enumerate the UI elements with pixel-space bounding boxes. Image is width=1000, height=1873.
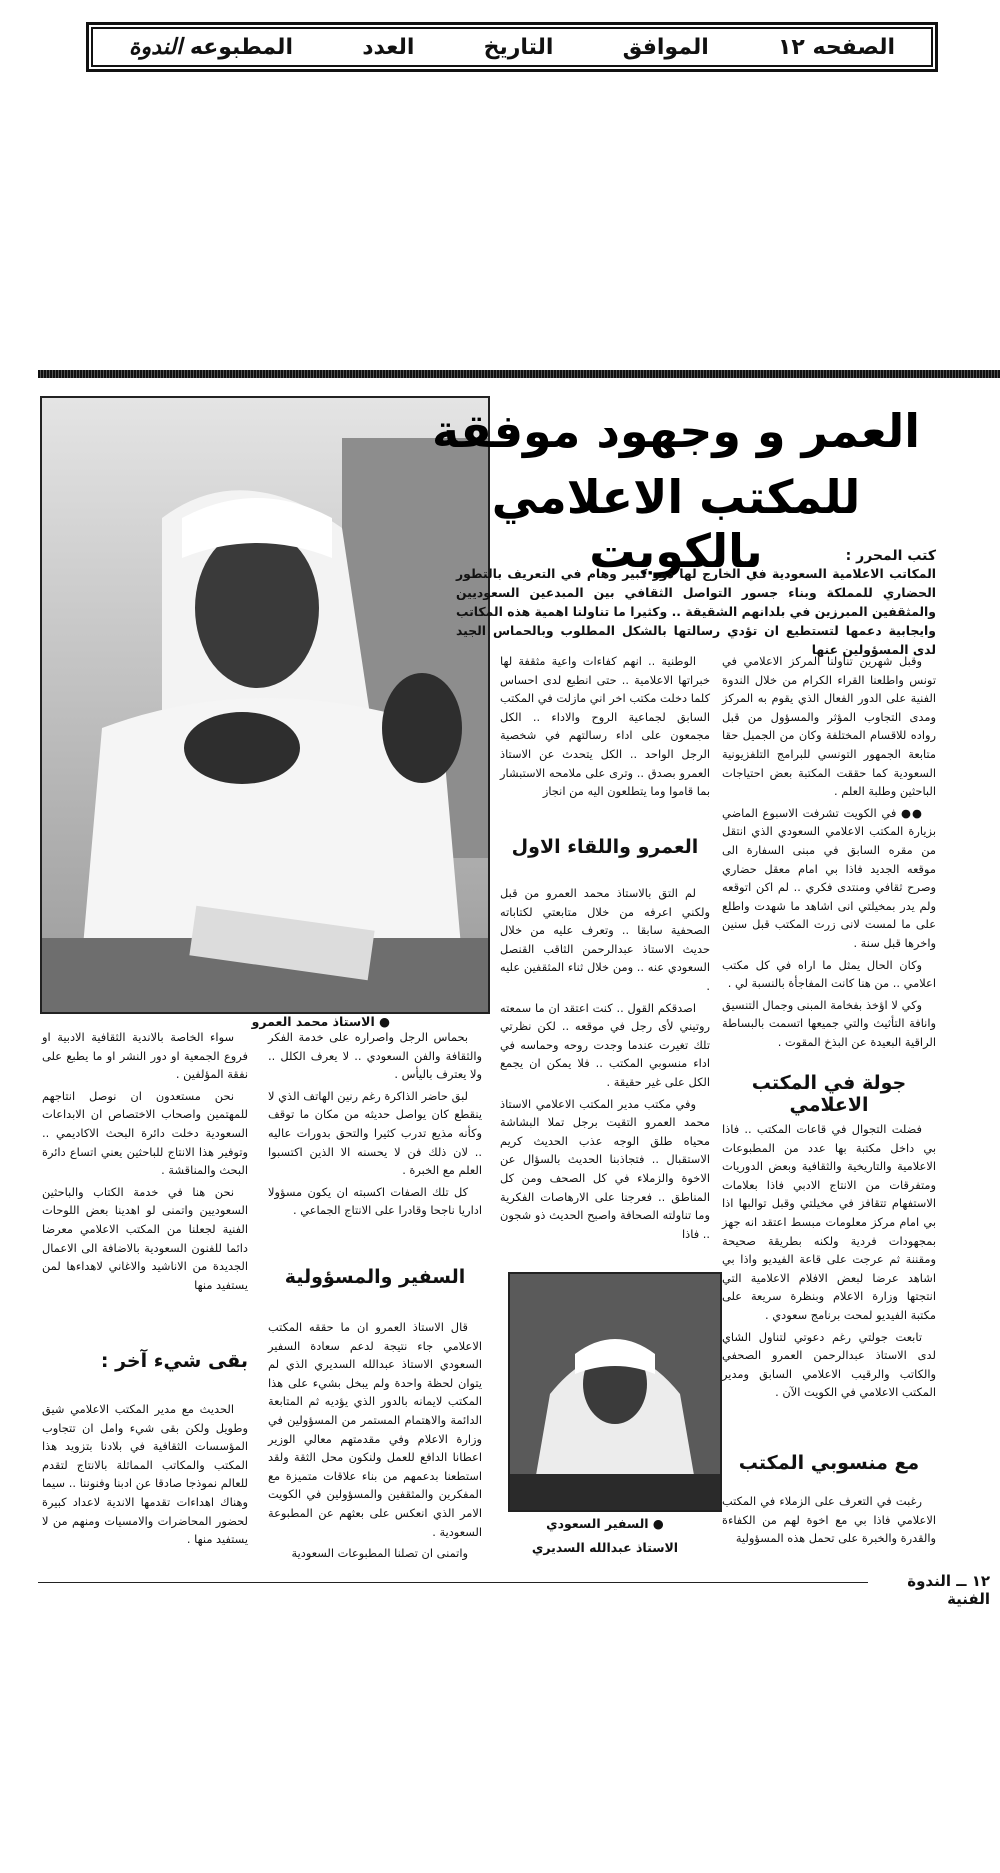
subhead-meeting: العمرو واللقاء الاول (511, 836, 699, 858)
column-c-paragraph: كل تلك الصفات اكسبته ان يكون مسؤولا اداريا ناجحا وقادرا على الانتاج الجماعي . (268, 1184, 482, 1218)
column-d-paragraph: نحن مستعدون ان نوصل انتاجهم للمهتمين واصحاب الاختصاص ان الابداعات السعودية دخلت دائرة البحث الاكاديمي .. وتوفير هذا الانتاج للباحثين يعني اتساع دائرة البحث والمناقشة . (42, 1088, 248, 1178)
article-byline: كتب المحرر : (845, 548, 936, 564)
article-title-line-1: العمر و وجهود موفقة (431, 404, 921, 458)
column-a-2 (722, 1120, 936, 1405)
masthead-publication-name: الندوة (129, 34, 183, 60)
column-a2-paragraph: تابعت جولتي رغم دعوتي لتناول الشاي لدى الاستاذ عبدالرحمن العمرو الصحفي والكاتب والرقيب الاعلامي السابق ومدير المكتب الاعلامي في الكويت الآن . (722, 1329, 936, 1400)
column-b (500, 652, 710, 804)
masthead-box (86, 22, 938, 72)
subhead-more: بقى شيء آخر : (100, 1350, 248, 1372)
footer-rule (38, 1582, 868, 1583)
column-b-paragraph: الوطنية .. انهم كفاءات واعية مثقفة لها خبراتها الاعلامية .. حتى انطبع لدى احساس كلما دخلت مكتب اخر اني مازلت في المكتب السابق لجماعية الروح والاداء .. الكل مجمعون على اداء رسالتهم في شخصية الرجل الواحد .. الكل يتحدث عن الاستاذ العمرو بصدق .. وترى على ملامحه الاستبشار بما قاموا وما يتطلعون اليه من انجاز (500, 654, 710, 799)
column-d-2 (42, 1400, 248, 1552)
masthead-date: التاريخ (483, 34, 554, 60)
subhead-ambassador: السفير والمسؤولية (284, 1266, 466, 1288)
main-photo-caption: ● الاستاذ محمد العمرو (251, 1014, 390, 1029)
column-a2-paragraph: فضلت التجوال في قاعات المكتب .. فاذا بي داخل مكتبة بها عدد من المطبوعات الاعلامية والتاريخية والثقافية وبعض الدوريات ومتفرقات من الانتاج الادبي فاذا بعلامات الاستفهام تتقافز في مخيلتي وقبل توالبها اذا بي امام مركز معلومات مبسط اعتقد انه جهز بمجهودات فردية ولكنه بطريقة صحيحة ومقننة ثم عرجت على قاعة الفيديو واذا بي اشاهد عرضا لبعض الافلام الاعلامية التي انتجتها وزارة الاعلام وبنظرة سريعة على مكتبة الفيديو لمحت برنامج سعودي . (722, 1122, 936, 1322)
footer-page-label: ١٢ ــ الندوة الفنية (907, 1572, 990, 1608)
subhead-tour: جولة في المكتب الاعلامي (751, 1072, 907, 1116)
masthead-page: الصفحه ١٢ (777, 34, 895, 60)
ambassador-photo (508, 1272, 722, 1512)
column-c2-paragraph: واتمنى ان تصلنا المطبوعات السعودية (291, 1546, 468, 1561)
column-a3-paragraph: رغبت في التعرف على الزملاء في المكتب الاعلامي فاذا بي مع اخوة لهم من الكفاءة والقدرة والخبرة على تحمل هذه المسؤولية (722, 1494, 936, 1546)
column-d2-paragraph: الحديث مع مدير المكتب الاعلامي شيق وطويل ولكن بقى شيء وامل ان تتجاوب المؤسسات الثقافية في بلادنا بتزويد هذا المكتب والمكاتب المماثلة بالانتاج لتقدم للعالم نموذجا صادقا عن ادبنا وفنوننا .. سيما وهناك اهداءات تقدمها الاندية لاعداد كبيرة لحضور المحاضرات والامسيات ومنهم من لا يستفيد منها . (42, 1402, 248, 1547)
column-d-paragraph: سواء الخاصة بالاندية الثقافية الادبية او فروع الجمعية او دور النشر او ما يطبع على نفقة المؤلفين . (42, 1030, 248, 1082)
masthead-publication (129, 34, 293, 60)
column-b2-paragraph: اصدقكم القول .. كنت اعتقد ان ما سمعته روتيني لأى رجل في موقعه .. لكن نظرتي تلك تغيرت عندما وجدت روحه وحماسه في اداء منسوبي المكتب .. فلا يمكن ان يجمع الكل على غير حقيقة . (500, 1000, 710, 1089)
masthead-corresponding: الموافق (622, 34, 709, 60)
masthead-issue: العدد (362, 34, 415, 60)
column-a-paragraph: وقبل شهرين تناولنا المركز الاعلامي في تونس واطلعنا القراء الكرام من خلال الندوة الفنية على الدور الفعال الذي يقوم به المركز ومدى التجاوب المؤثر والمسؤول من قبل رواده للاقسام المختلفة وكان من الجميل حقا متابعة الجمهور التونسي للبرامج التلفزيونية السعودية كما حققت المكتبة بعض احتياجات الباحثين وطلبة العلم . (722, 654, 936, 799)
column-a-3 (722, 1492, 936, 1551)
column-c (268, 1028, 482, 1223)
column-c2-paragraph: قال الاستاذ العمرو ان ما حققه المكتب الاعلامي جاء نتيجة لدعم سعادة السفير السعودي الاستاذ عبدالله السديري الذي لم يتوان لحظة واحدة ولم يبخل بشيء على هذا المكتب لايمانه بالدور الذي يؤديه ثم المتابعة الدائمة والاهتمام المستمر من المسؤولين في وزارة الاعلام وفي مقدمتهم معالي الوزير اعطانا الدافع للعمل ولنكون محل الثقة ولقد استطعنا بدعمهم من بناء علاقات متميزة مع المفكرين والمثقفين والمسؤولين في الكويت الامر الذي انعكس على بعثهم عن المطبوعة السعودية . (268, 1320, 482, 1539)
ambassador-caption-2: الاستاذ عبدالله السديري (531, 1540, 679, 1555)
column-d (42, 1028, 248, 1297)
column-b-2 (500, 884, 710, 1246)
column-a-paragraph: ●● في الكويت تشرفت الاسبوع الماضي بزيارة المكتب الاعلامي السعودي الذي انتقل من مقره السابق في مبنى السفارة الى موقعه الجديد فاذا بي امام معقل حضاري وصرح ثقافي ومنتدى فكري .. لم اكن اتوقعه ولم يدر بمخيلتي انى اشاهد ما شهدت واطلع على ما لمست لانى زرت المكتب قبل سنين واخرها قبل سنة . (722, 805, 936, 950)
column-d-paragraph: نحن هنا في خدمة الكتاب والباحثين السعوديين واتمنى لو اهدينا بعض اللوحات الفنية لجعلنا من المكتب الاعلامي معرضا دائما للفنون السعودية بالاضافة الى الاعمال الجديدة من الاناشيد والاغاني لاهداءها لمن يستفيد منها (42, 1184, 248, 1292)
column-c-paragraph: بحماس الرجل واصراره على خدمة الفكر والثقافة والفن السعودي .. لا يعرف الكلل .. ولا يعترف باليأس . (268, 1030, 482, 1082)
column-a-paragraph: وكي لا اؤخذ بفخامة المبنى وجمال التنسيق وانافة التأثيث والتي جميعها اتسمت بالبساطة الراقية البعيدة عن البذخ المقوت . (722, 997, 936, 1049)
column-a-paragraph: وكان الحال يمثل ما اراه في كل مكتب اعلامي .. من هنا كانت المفاجأة بالنسبة لي . (722, 957, 936, 991)
column-c-2 (268, 1318, 482, 1566)
top-rule (38, 370, 1000, 378)
article-title-line-2: للمكتب الاعلامي بالكويت (491, 470, 861, 578)
column-b2-paragraph: لم التق بالاستاذ محمد العمرو من قبل ولكني اعرفه من خلال متابعتي لكتاباته الصحفية سابقا .. وتعرف عليه من خلال حديث الاستاذ عبدالرحمن الثاقب القنصل السعودي عنه .. ومن خلال ثناء المثقفين عليه . (500, 886, 710, 993)
ambassador-caption-1: ● السفير السعودي (546, 1516, 664, 1531)
column-a (722, 652, 936, 1054)
ambassador-illustration (510, 1274, 720, 1510)
subhead-staff: مع منسوبي المكتب (738, 1452, 920, 1474)
article-lede: المكاتب الاعلامية السعودية في الخارج لها دور كبير وهام في التعريف بالتطور الحضاري للمملكة وبناء جسور التواصل الثقافي بين المبدعين السعوديين والمثقفين المبرزين في بلدانهم الشقيقة .. وكثيرا ما تناولنا اهمية هذه المكاتب وايجابية دعمها لتستطيع ان تؤدي رسالتها بالشكل المطلوب وبالحماس الجيد لدى المسؤولين عنها (456, 566, 936, 657)
column-c-paragraph: لبق حاضر الذاكرة رغم رنين الهاتف الذي لا ينقطع كان يواصل حديثه من مكان ما توقف وكأنه مذيع تدرب كثيرا والتحق بدورات عاليه .. لان ذلك فن لا يحسنه الا الذين اكتسبوا العلم مع الخبرة . (268, 1088, 482, 1178)
masthead-publication-label: المطبوعه (189, 35, 293, 60)
column-b2-paragraph: وفي مكتب مدير المكتب الاعلامي الاستاذ محمد العمرو التقيت برجل تملا البشاشة محياه طلق الوجه عذب الحديث كريم الاستقبال .. فتجاذبنا الحديث بالسؤال عن الاخوة والزملاء في كل الصحف ومن كل المناطق .. فعرجنا على الارهاصات الفكرية وما تناولته الصحافة واصبح الحديث ذو شجون .. فاذا (500, 1096, 710, 1241)
